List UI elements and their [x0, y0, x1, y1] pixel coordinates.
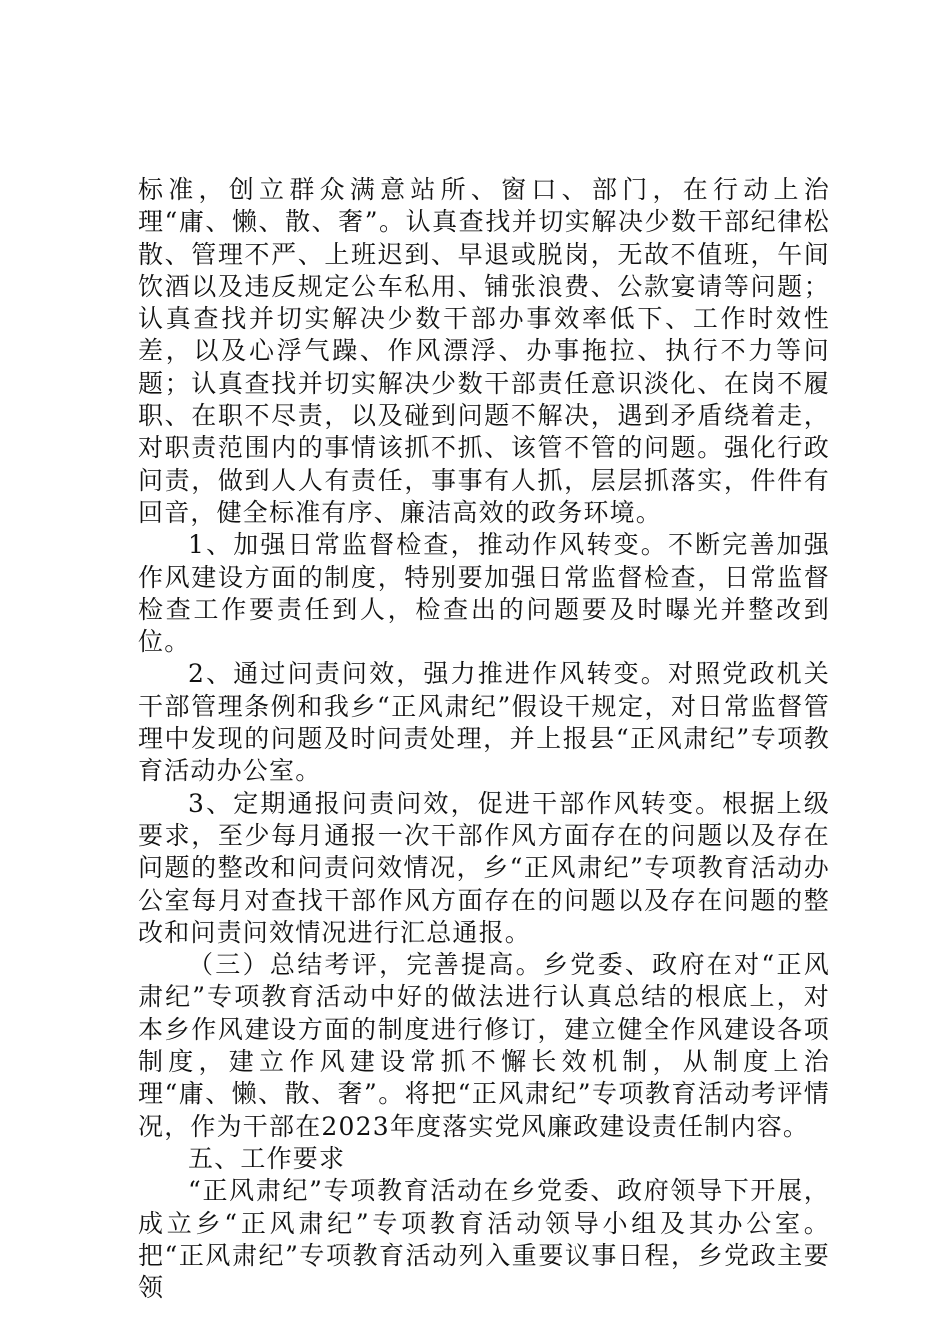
paragraph-3: 2、通过问责问效，强力推进作风转变。对照党政机关干部管理条例和我乡“正风肃纪”假设干规定，对日常监督管理中发现的问题及时问责处理，并上报县“正风肃纪”专项教育活动办公室。 — [138, 659, 830, 786]
paragraph-7: “正风肃纪”专项教育活动在乡党委、政府领导下开展，成立乡“正风肃纪”专项教育活动领导小组及其办公室。把“正风肃纪”专项教育活动列入重要议事日程，乡党政主要领 — [138, 1176, 830, 1303]
section-heading: 五、工作要求 — [188, 1143, 346, 1173]
paragraph-2: 1、加强日常监督检查，推动作风转变。不断完善加强作风建设方面的制度，特别要加强日常监督检查，日常监督检查工作要责任到人，检查出的问题要及时曝光并整改到位。 — [138, 530, 830, 657]
paragraph-4: 3、定期通报问责问效，促进干部作风转变。根据上级要求，至少每月通报一次干部作风方面存在的问题以及存在问题的整改和问责问效情况，乡“正风肃纪”专项教育活动办公室每月对查找干部作风方面存在的问题以及存在问题的整改和问责问效情况进行汇总通报。 — [138, 788, 830, 947]
paragraph-5: （三）总结考评，完善提高。乡党委、政府在对“正风肃纪”专项教育活动中好的做法进行认真总结的根底上，对本乡作风建设方面的制度进行修订，建立健全作风建设各项制度，建立作风建设常抓不懈长效机制，从制度上治理“庸、懒、散、奢”。将把“正风肃纪”专项教育活动考评情况，作为干部在2023年度落实党风廉政建设责任制内容。 — [138, 950, 830, 1141]
document-body — [138, 174, 830, 1304]
paragraph-1: 标准，创立群众满意站所、窗口、部门，在行动上治理“庸、懒、散、奢”。认真查找并切实解决少数干部纪律松散、管理不严、上班迟到、早退或脱岗，无故不值班，午间饮酒以及违反规定公车私用、铺张浪费、公款宴请等问题；认真查找并切实解决少数干部办事效率低下、工作时效性差，以及心浮气躁、作风漂浮、办事拖拉、执行不力等问题；认真查找并切实解决少数干部责任意识淡化、在岗不履职、在职不尽责，以及碰到问题不解决，遇到矛盾绕着走，对职责范围内的事情该抓不抓、该管不管的问题。强化行政问责，做到人人有责任，事事有人抓，层层抓落实，件件有回音，健全标准有序、廉洁高效的政务环境。 — [138, 175, 830, 527]
